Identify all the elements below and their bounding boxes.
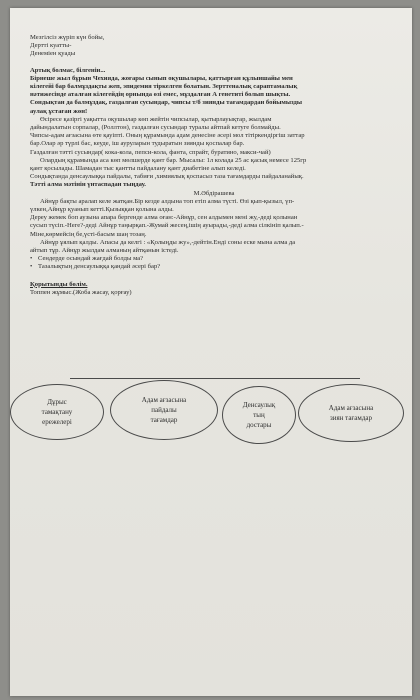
story-block	[30, 181, 398, 255]
summary-title: Қорытынды бөлім.	[30, 280, 88, 288]
oval-text: тың	[253, 411, 265, 419]
epigraph-line: Дерттi куатты-	[30, 42, 72, 50]
story-line: айтып тұр. Айнұр жылдам алманың айтқанын істеді.	[30, 247, 179, 255]
page-content	[30, 34, 398, 297]
question-item: • Сендерде осындай жағдай болды ма?	[30, 255, 398, 263]
paragraph-line: Чипсы-адам ағзасына өте қауіпті. Оның құрамында адам денесіне әсері мол тітіркендіргіш заттар	[30, 132, 305, 140]
oval-useful-foods	[110, 380, 218, 440]
oval-healthy-eating-rules	[10, 384, 104, 440]
epigraph-line: Мезгілсіз жүріп күн бойы,	[30, 34, 105, 41]
oval-text: достары	[246, 421, 272, 429]
oval-text: ережелері	[42, 418, 72, 426]
oval-text: зиян тағамдар	[329, 414, 373, 422]
story-line: Айнұр бақты аралап келе жатқан.Бір кезде алдына топ етіп алма түсті. Өзі қып-қызыл, үп-	[40, 197, 295, 205]
diagram-connector-line	[70, 378, 360, 379]
warning-line: нәтижесінде аталған кілегейдің орнында өзі емес, мұздалған А генетиті болып шықты.	[30, 91, 291, 99]
paragraph-line: Сондықтанда денсаулыққа пайдалы, табиғи ,химиялық қоспасыз таза тағамдарды пайдаланайық.	[30, 173, 304, 181]
warning-title: Артық болмас, білгенін...	[30, 66, 106, 74]
paragraph-line: Өсіресе қазіргі уақытта оқушылар көп жейтін чипсылар, қытырлауықтар, жылдам	[40, 115, 272, 123]
paragraph-line: Газдалған тәтті сусындар( кока-кола, пепси-кола, фанта, спрайт, буратино, макси-чай)	[30, 148, 271, 156]
warning-line: аулақ ұстаған жөн!	[30, 107, 88, 115]
epigraph	[30, 34, 398, 59]
questions-list	[30, 255, 398, 271]
paragraph-line: дайындалатын сорпалар, (Роллтон), газдалған сусындар туралы айтпай кетуге болмайды.	[30, 124, 281, 132]
info-paragraph	[30, 116, 398, 182]
oval-text: Адам ағзасына	[141, 396, 187, 404]
question-item: • Тазалықтың денсаулыққа қандай әсері бар?	[30, 263, 398, 271]
oval-text: Адам ағзасына	[328, 404, 374, 412]
story-line: Айнұр ұялып қалды. Апасы да келгі : «Қолыңды жу»,-дейтін.Енді соны еске мына алма да	[40, 238, 296, 246]
oval-text: пайдалы	[151, 406, 177, 414]
warning-line: Сондықтан да балмұздақ, газдалған сусындар, чипсы т/б зиянды тағамдардан бойымызды	[30, 99, 303, 107]
story-line: үлкен,Айнұр қуанып кетті.Қызыққан қолына алды.	[30, 206, 174, 214]
document-page	[10, 8, 412, 696]
oval-health-friends	[222, 386, 296, 444]
story-title: Тәтті алма мәтінін үнтаспадан тыңдау.	[30, 181, 146, 189]
summary-section	[30, 281, 398, 297]
story-line: Міне,көрмейсің бе,үсті-басым шаң тозаң.	[30, 230, 147, 238]
story-author: М.Әбдірашева	[193, 189, 235, 197]
warning-line: кілегейі бар балмұздақты жеп, эпидемия тіркелген болатын. Зерттеналық сараптамалық	[30, 83, 298, 91]
oval-text: Денсаулық	[242, 401, 276, 409]
paragraph-line: қант қосылады. Шамадан тыс қантты пайдалану қант диабетіне алып келеді.	[30, 165, 246, 173]
warning-line: Бірнеше жыл бұрын Чехияда, жоғары сынып оқушылары, қаттырған құлыншайы мен	[30, 74, 293, 82]
oval-text: тамақтану	[41, 408, 73, 416]
story-line: сусып түсіп.-Неге?-деді Айнұр таңырқап.-Жумай жесең,ішің ауырады,-деді алма сілкініп қалып.-	[30, 222, 304, 230]
project-diagram	[10, 358, 412, 488]
summary-subtitle: Топпен жұмыс.(Жоба жасау, қорғау)	[30, 288, 132, 296]
oval-text: Дұрыс	[47, 398, 67, 406]
epigraph-line: Денеміен қуады	[30, 50, 76, 58]
oval-text: тағамдар	[150, 416, 178, 424]
warning-block	[30, 67, 398, 116]
story-line: Дереу жемек боп аузына апара бергенде алма оған:-Айнұр, сен алдымен мені жу,-деді қолынан	[30, 214, 298, 222]
paragraph-line: Олардың құрамында аса көп мөлшерде қант бар. Мысалы: 1л колада 25 ас қасық немесе 125гр	[40, 156, 307, 164]
oval-harmful-foods	[298, 384, 404, 442]
paragraph-line: бар.Олар әр түрлі бас, кеуде, іш ауруларын тудыратын зиянды қоспалар бар.	[30, 140, 245, 148]
